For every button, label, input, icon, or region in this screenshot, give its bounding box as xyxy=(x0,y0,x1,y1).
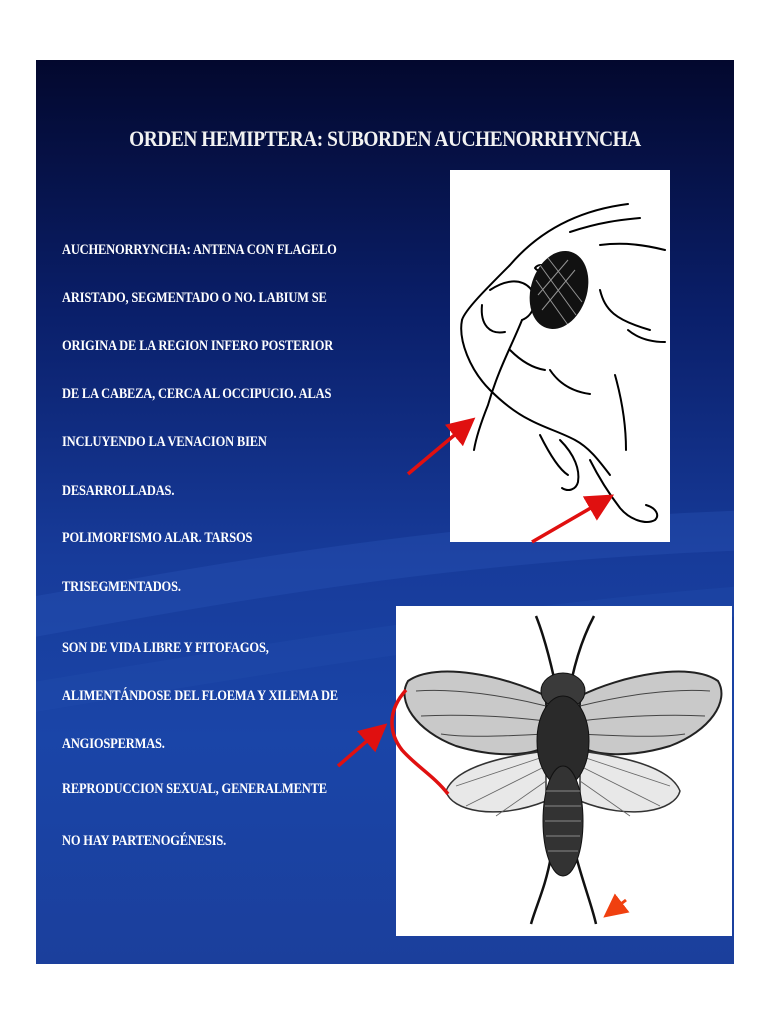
text-line: REPRODUCCION SEXUAL, GENERALMENTE xyxy=(62,781,327,797)
head-drawing xyxy=(450,170,670,542)
text-line: SON DE VIDA LIBRE Y FITOFAGOS, xyxy=(62,640,269,656)
text-line: ANGIOSPERMAS. xyxy=(62,736,165,752)
text-line: ALIMENTÁNDOSE DEL FLOEMA Y XILEMA DE xyxy=(62,688,338,704)
text-line: TRISEGMENTADOS. xyxy=(62,579,181,595)
text-line: DESARROLLADAS. xyxy=(62,483,175,499)
text-line: ARISTADO, SEGMENTADO O NO. LABIUM SE xyxy=(62,290,327,306)
text-line: INCLUYENDO LA VENACION BIEN xyxy=(62,434,267,450)
insect-body-image xyxy=(396,606,732,936)
text-line: POLIMORFISMO ALAR. TARSOS xyxy=(62,530,253,546)
text-line: AUCHENORRYNCHA: ANTENA CON FLAGELO xyxy=(62,242,337,258)
slide-title: ORDEN HEMIPTERA: SUBORDEN AUCHENORRHYNCHA xyxy=(129,126,641,151)
insect-head-image xyxy=(450,170,670,542)
text-line: ORIGINA DE LA REGION INFERO POSTERIOR xyxy=(62,338,334,354)
slide xyxy=(36,60,734,964)
body-drawing xyxy=(396,606,732,936)
text-line: NO HAY PARTENOGÉNESIS. xyxy=(62,833,227,849)
text-line: DE LA CABEZA, CERCA AL OCCIPUCIO. ALAS xyxy=(62,386,332,402)
